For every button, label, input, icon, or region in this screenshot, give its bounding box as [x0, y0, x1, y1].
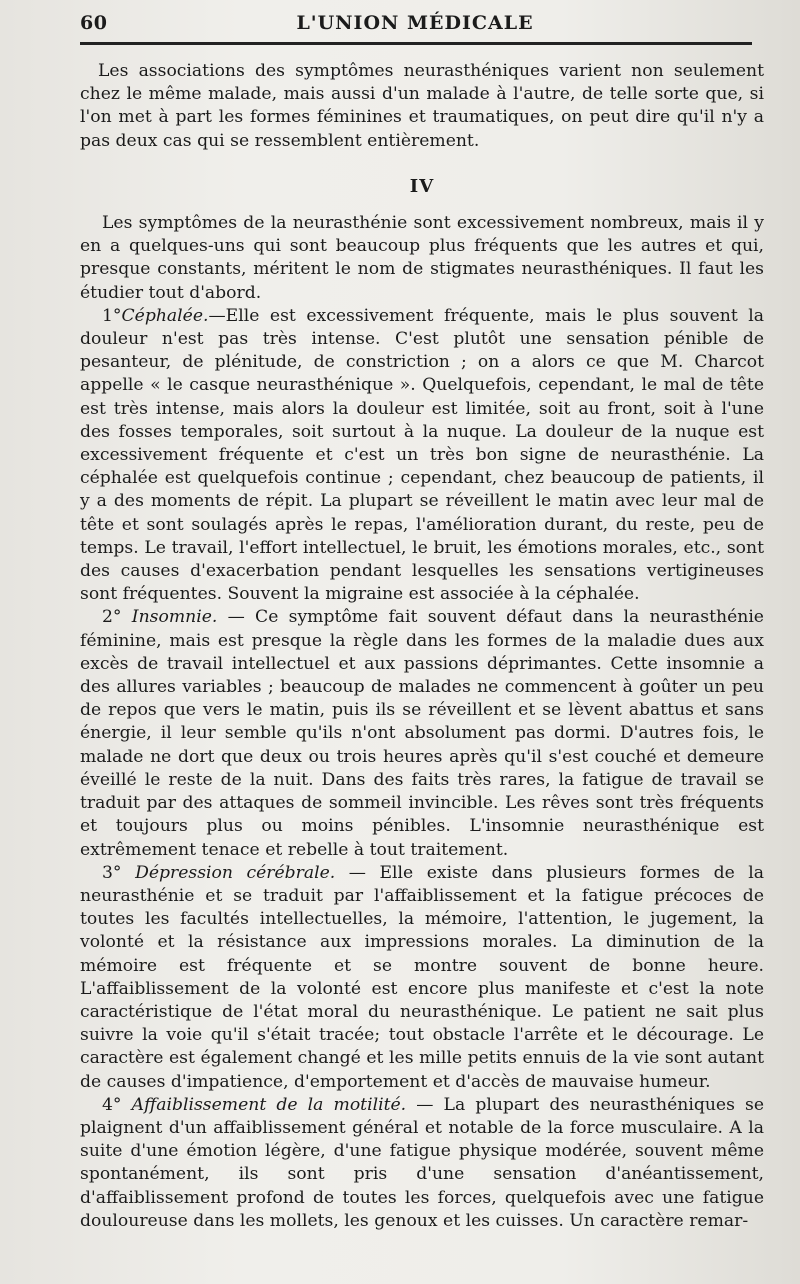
item-topic: Céphalée.: [121, 305, 209, 326]
item-number: 2°: [102, 607, 122, 628]
item-text: — La plupart des neurasthéniques se plaignent d'un affaiblissement général et notable de la force musculaire. A la suite d'une émotion légère, d'une fatigue physique modérée, souvent même spontanément, ils sont pris d'une sensation d'anéantissement, d'affaiblissement profond de toutes les forces, quelquefois avec une fatigue douloureuse dans les mollets, les genoux et les cuisses. Un caractère remar-: [80, 1094, 765, 1231]
item-number: 4°: [102, 1094, 122, 1115]
item-topic: Affaiblissement de la motilité.: [131, 1094, 407, 1115]
intro-paragraph: Les associations des symptômes neurasthéniques varient non seulement chez le même malade, mais aussi d'un malade à l'autre, de telle sorte que, si l'on met à part les formes féminines et traumatiques, on peut dire qu'il n'y a pas deux cas qui se ressemblent entièrement.: [80, 61, 764, 151]
header-rule: [80, 42, 752, 45]
section-heading: IV: [409, 175, 435, 197]
item-paragraph-cephalee: [80, 305, 764, 607]
item-number: 3°: [102, 862, 122, 883]
item-text: — Elle existe dans plusieurs formes de la neurasthénie et se traduit par l'affaiblissement et la fatigue précoces de toutes les facultés intellectuelles, la mémoire, l'attention, le jugement, la volonté et la résistance aux impressions morales. La diminution de la mémoire est fréquente et se montre souvent de bonne heure. L'affaiblissement de la volonté est encore plus manifeste et c'est la note caractéristique de l'état moral du neurasthénique. Le patient ne sait plus suivre la voie qu'il s'était tracée; tout obstacle l'arrête et le décourage. Le caractère est également changé et les mille petits ennuis de la vie sont autant de causes d'impatience, d'emportement et d'accès de mauvaise humeur.: [80, 862, 765, 1092]
item-paragraph-depression: [80, 862, 764, 1094]
item-text: —Elle est excessivement fréquente, mais le plus souvent la douleur n'est pas très intense. C'est plutôt une sensation pénible de pesanteur, de plénitude, de constriction ; on a alors ce que M. Charcot appelle « le casque neurasthénique ». Quelquefois, cependant, le mal de tête est très intense, mais alors la douleur est limitée, soit au front, soit à l'une des fosses temporales, soit surtout à la nuque. La douleur de la nuque est excessivement fréquente et c'est un très bon signe de neurasthénie. La céphalée est quelquefois continue ; cependant, chez beaucoup de patients, il y a des moments de répit. La plupart se réveillent le matin avec leur mal de tête et sont soulagés après le repas, l'amélioration durant, du reste, peu de temps. Le travail, l'effort intellectuel, le bruit, les émotions morales, etc., sont des causes d'exacerbation pendant lesquelles les sensations vertigineuses sont fréquentes. Souvent la migraine est associée à la céphalée.: [80, 305, 764, 605]
item-topic: Insomnie.: [131, 607, 218, 628]
item-number: 1°: [102, 305, 122, 326]
page-number: 60: [80, 12, 108, 34]
section-opening-paragraph: Les symptômes de la neurasthénie sont excessivement nombreux, mais il y en a quelques-uns qui sont beaucoup plus fréquents que les autres et qui, presque constants, méritent le nom de stigmates neurasthéniques. Il faut les étudier tout d'abord.: [80, 213, 764, 303]
item-paragraph-insomnie: [80, 606, 764, 861]
page-header: [80, 12, 750, 42]
body-text: [80, 60, 764, 1233]
item-topic: Dépression cérébrale.: [135, 862, 336, 883]
item-paragraph-motilite: [80, 1094, 764, 1233]
running-head: L'UNION MÉDICALE: [296, 12, 534, 34]
item-text: — Ce symptôme fait souvent défaut dans la neurasthénie féminine, mais est presque la règle dans les formes de la maladie dues aux excès de travail intellectuel et aux passions déprimantes. Cette insomnie a des allures variables ; beaucoup de malades ne commencent à goûter un peu de repos que vers le matin, puis ils se réveillent et se lèvent abattus et sans énergie, il leur semble qu'ils n'ont absolument pas dormi. D'autres fois, le malade ne dort que deux ou trois heures après qu'il s'est couché et demeure éveillé le reste de la nuit. Dans des faits très rares, la fatigue de travail se traduit par des attaques de sommeil invincible. Les rêves sont très fréquents et toujours plus ou moins pénibles. L'insomnie neurasthénique est extrêmement tenace et rebelle à tout traitement.: [80, 607, 764, 860]
